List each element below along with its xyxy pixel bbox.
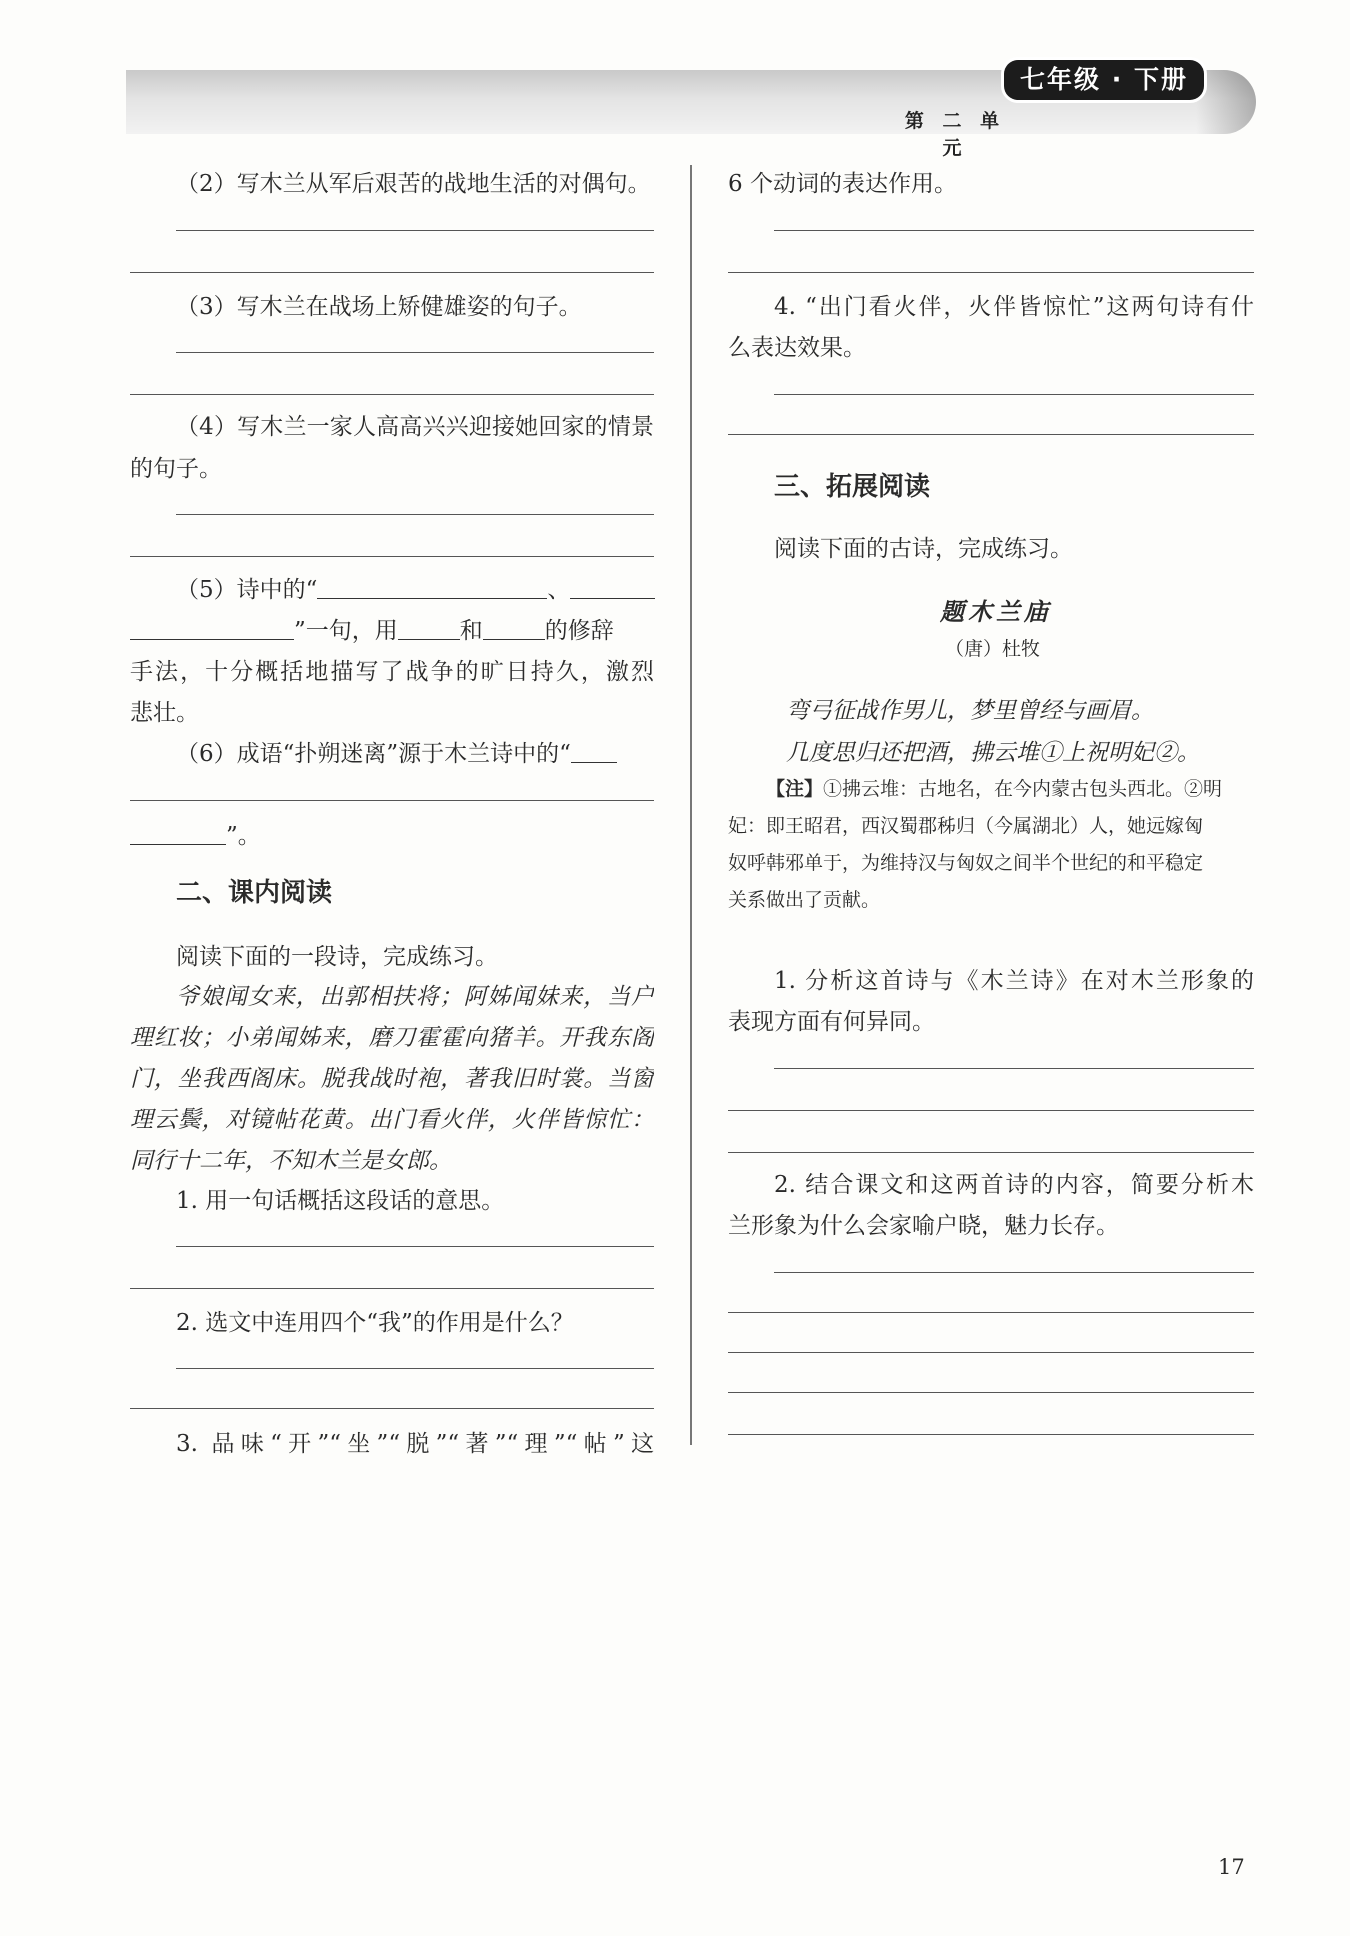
answer-line[interactable] xyxy=(728,1392,1254,1393)
question-4-line1: （4）写木兰一家人高高兴兴迎接她回家的情景 xyxy=(176,414,654,440)
q6-end: ”。 xyxy=(226,823,261,849)
answer-line[interactable] xyxy=(728,1352,1254,1353)
poem-title: 题木兰庙 xyxy=(940,597,1052,626)
q5-text: ”一句，用 xyxy=(294,618,398,644)
answer-line[interactable] xyxy=(728,272,1254,273)
answer-line[interactable] xyxy=(728,434,1254,435)
answer-line[interactable] xyxy=(728,1152,1254,1153)
fill-blank[interactable] xyxy=(570,575,655,599)
passage-question-2: 2. 选文中连用四个“我”的作用是什么？ xyxy=(176,1310,574,1336)
question-5-line1 xyxy=(176,571,655,604)
fill-blank[interactable] xyxy=(130,821,226,845)
passage-line: 理红妆；小弟闻姊来，磨刀霍霍向猪羊。开我东阁 xyxy=(130,1025,654,1051)
q5-text: 的修辞 xyxy=(544,618,614,644)
answer-line[interactable] xyxy=(176,230,654,231)
unit-label: 第 二 单 元 xyxy=(904,110,1006,159)
annotation-line-3: 奴呼韩邪单于，为维持汉与匈奴之间半个世纪的和平稳定 xyxy=(728,852,1204,874)
answer-line[interactable] xyxy=(774,230,1254,231)
question-3: （3）写木兰在战场上矫健雄姿的句子。 xyxy=(176,294,582,320)
passage-line: 同行十二年，不知木兰是女郎。 xyxy=(130,1148,452,1174)
passage-line: 门，坐我西阁床。脱我战时袍，著我旧时裳。当窗 xyxy=(130,1066,654,1092)
section-2-intro: 阅读下面的一段诗，完成练习。 xyxy=(176,944,498,970)
annotation-line-2: 妃：即王昭君，西汉蜀郡秭归（今属湖北）人，她远嫁匈 xyxy=(728,815,1204,837)
answer-line[interactable] xyxy=(728,1434,1254,1435)
answer-line[interactable] xyxy=(176,352,654,353)
q6-text: （6）成语“扑朔迷离”源于木兰诗中的“ xyxy=(176,741,571,767)
annotation-line-4: 关系做出了贡献。 xyxy=(728,889,881,911)
fill-blank[interactable] xyxy=(317,575,547,599)
passage-line: 爷娘闻女来，出郭相扶将；阿姊闻妹来，当户 xyxy=(176,984,654,1010)
question-2: （2）写木兰从军后艰苦的战地生活的对偶句。 xyxy=(176,171,651,197)
question-4-line2: 的句子。 xyxy=(130,456,222,482)
fill-blank-line[interactable] xyxy=(130,800,654,801)
section-2-heading: 二、课内阅读 xyxy=(176,878,333,908)
passage-question-4-line1: 4. “出门看火伴，火伴皆惊忙”这两句诗有什 xyxy=(774,294,1254,320)
annotation-tag: 【注】 xyxy=(766,778,824,800)
passage-question-3: 3. 品味“开”“坐”“脱”“著”“理”“帖”这 xyxy=(176,1431,654,1457)
extended-question-2-line1: 2. 结合课文和这两首诗的内容，简要分析木 xyxy=(774,1172,1254,1198)
answer-line[interactable] xyxy=(130,394,654,395)
answer-line[interactable] xyxy=(774,1272,1254,1273)
answer-line[interactable] xyxy=(130,1408,654,1409)
answer-line[interactable] xyxy=(130,556,654,557)
fill-blank[interactable] xyxy=(398,616,460,640)
answer-line[interactable] xyxy=(728,1312,1254,1313)
poem-line-1: 弯弓征战作男儿，梦里曾经与画眉。 xyxy=(786,698,1154,724)
fill-blank[interactable] xyxy=(483,616,545,640)
passage-question-4-line2: 么表达效果。 xyxy=(728,335,866,361)
passage-line: 理云鬓，对镜帖花黄。出门看火伴，火伴皆惊忙： xyxy=(130,1107,654,1133)
annotation-line-1 xyxy=(766,774,1222,801)
answer-line[interactable] xyxy=(176,514,654,515)
question-6-line1 xyxy=(176,735,617,768)
question-5-line4: 悲壮。 xyxy=(130,700,199,726)
answer-line[interactable] xyxy=(774,394,1254,395)
passage-question-3-cont: 6 个动词的表达作用。 xyxy=(728,171,957,197)
fill-blank[interactable] xyxy=(571,739,617,763)
poem-line-2: 几度思归还把酒，拂云堆①上祝明妃②。 xyxy=(786,740,1200,766)
poem-author: （唐）杜牧 xyxy=(945,638,1041,660)
extended-question-1-line2: 表现方面有何异同。 xyxy=(728,1009,935,1035)
answer-line[interactable] xyxy=(130,272,654,273)
q5-separator: 、 xyxy=(547,577,571,603)
answer-line[interactable] xyxy=(130,1288,654,1289)
question-5-line3: 手法，十分概括地描写了战争的旷日持久，激烈 xyxy=(130,659,654,685)
extended-question-2-line2: 兰形象为什么会家喻户晓，魅力长存。 xyxy=(728,1213,1119,1239)
q5-text: 和 xyxy=(459,618,483,644)
q5-prefix: （5）诗中的“ xyxy=(176,577,318,603)
grade-badge: 七年级 · 下册 xyxy=(1004,60,1204,100)
question-5-line2 xyxy=(130,612,614,645)
extended-question-1-line1: 1. 分析这首诗与《木兰诗》在对木兰形象的 xyxy=(774,968,1254,994)
question-6-line2 xyxy=(130,817,261,850)
answer-line[interactable] xyxy=(728,1110,1254,1111)
answer-line[interactable] xyxy=(774,1068,1254,1069)
section-3-intro: 阅读下面的古诗，完成练习。 xyxy=(774,536,1073,562)
annotation-text: ①拂云堆：古地名，在今内蒙古包头西北。②明 xyxy=(823,778,1223,800)
page-number: 17 xyxy=(1218,1855,1245,1879)
answer-line[interactable] xyxy=(176,1246,654,1247)
fill-blank[interactable] xyxy=(130,616,294,640)
section-3-heading: 三、拓展阅读 xyxy=(774,472,931,502)
answer-line[interactable] xyxy=(176,1368,654,1369)
column-divider xyxy=(690,165,692,1445)
passage-question-1: 1. 用一句话概括这段话的意思。 xyxy=(176,1188,505,1214)
